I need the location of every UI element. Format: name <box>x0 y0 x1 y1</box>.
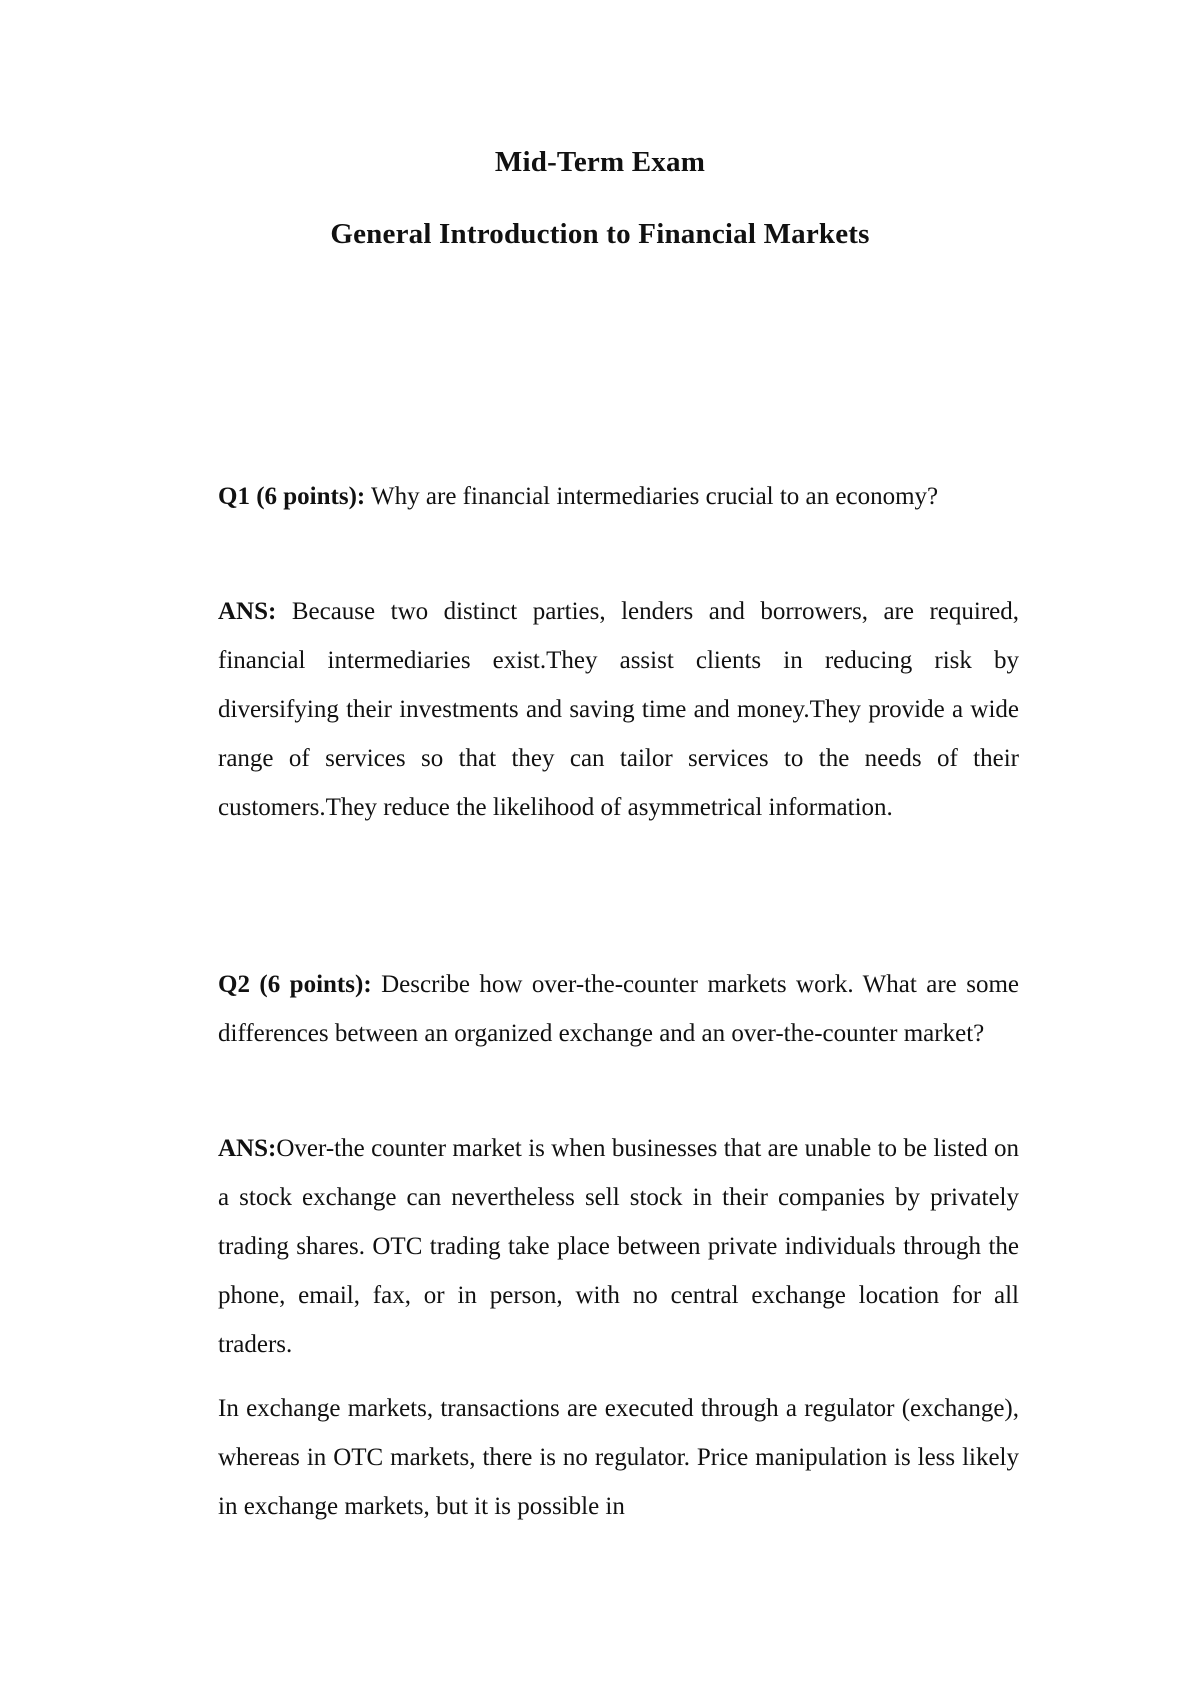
question-2-text: Describe how over-the-counter markets work. What are some differences between an organized exchange and an over-the-counter market? <box>218 971 1020 1047</box>
answer-1-text: Because two distinct parties, lenders and borrowers, are required, financial intermediaries exist.They assist clients in reducing risk by diversifying their investments and saving time and money.They provide a wide range of services so that they can tailor services to the needs of their customers.They reduce the likelihood of asymmetrical information. <box>218 598 1019 821</box>
course-title: General Introduction to Financial Markets <box>330 218 870 250</box>
answer-2-label: ANS: <box>218 1135 277 1162</box>
answer-2 <box>218 1124 1019 1369</box>
question-2-label: Q2 (6 points): <box>218 971 372 998</box>
answer-1 <box>218 587 1019 832</box>
answer-1-label: ANS: <box>218 598 277 625</box>
question-1 <box>218 472 1019 521</box>
question-1-text: Why are financial intermediaries crucial to an economy? <box>371 483 939 510</box>
answer-2-continued-text: In exchange markets, transactions are executed through a regulator (exchange), whereas in OTC markets, there is no regulator. Price manipulation is less likely in exchange markets, but it is possible in <box>218 1395 1019 1520</box>
answer-2-text: Over-the counter market is when businesses that are unable to be listed on a stock exchange can nevertheless sell stock in their companies by privately trading shares. OTC trading take place between private individuals through the phone, email, fax, or in person, with no central exchange location for all traders. <box>218 1135 1019 1358</box>
question-2 <box>218 960 1019 1058</box>
exam-title: Mid-Term Exam <box>494 146 706 178</box>
answer-2-continued <box>218 1384 1019 1531</box>
question-1-label: Q1 (6 points): <box>218 483 366 510</box>
